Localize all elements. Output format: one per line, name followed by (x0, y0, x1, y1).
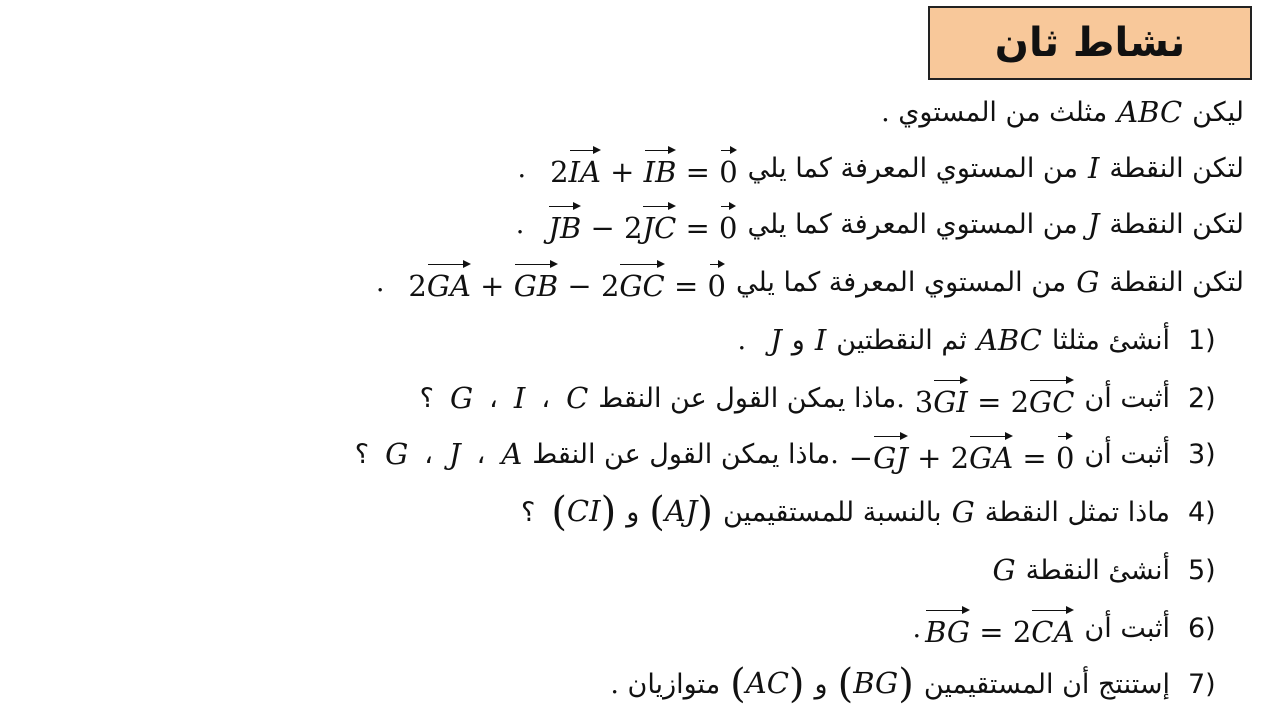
intro-3-end: . (515, 208, 525, 240)
q3-point-j: J (448, 437, 461, 471)
q4-point-g: G (951, 495, 975, 529)
q1-point-j: J (770, 323, 782, 357)
q4-text-2: بالنسبة للمستقيمين (723, 496, 942, 528)
q2-sep-1: ، (541, 382, 551, 414)
q3-sep-2: ، (424, 438, 433, 470)
q7-text-3: متوازيان . (610, 668, 721, 700)
q1-point-i: I (814, 323, 827, 357)
q2-point-g: G (450, 381, 474, 415)
q3-equation: −GJ + 2GA = 0 (849, 433, 1075, 475)
intro-3-pre: لتكن النقطة (1109, 208, 1244, 240)
q5-number: 5) (1188, 554, 1216, 586)
q2-sep-2: ، (489, 382, 498, 414)
q3-number: 3) (1188, 438, 1216, 470)
intro-2-equation: 2IA + IB = 0 (550, 147, 738, 189)
q4-text: ماذا تمثل النقطة (984, 496, 1170, 528)
intro-3-equation: JB − 2JC = 0 (548, 203, 737, 245)
q2-point-c: C (566, 381, 589, 415)
intro-2-point: I (1087, 151, 1100, 185)
q2-text: أثبت أن (1084, 382, 1170, 414)
q3-sep-1: ، (476, 438, 486, 470)
q6-equation: BG = 2CA (925, 607, 1074, 649)
question-7 (610, 660, 1244, 708)
q1-triangle: ABC (976, 323, 1042, 357)
intro-3-point: J (1087, 207, 1100, 241)
q6-number: 6) (1188, 612, 1216, 644)
q7-line-ac: (AC) (730, 661, 805, 707)
q6-text: أثبت أن (1084, 612, 1170, 644)
intro-2-end: . (517, 152, 527, 184)
q4-line-aj: (AJ) (649, 489, 714, 535)
intro-1-pre: ليكن (1192, 96, 1244, 128)
q1-end: . (737, 324, 747, 356)
question-1 (738, 316, 1244, 364)
intro-4-end: . (375, 266, 385, 298)
q4-number: 4) (1188, 496, 1216, 528)
q1-text: أنشئ مثلثا (1051, 324, 1170, 356)
q3-text: أثبت أن (1084, 438, 1170, 470)
q4-and: و (626, 496, 640, 528)
intro-3-post: من المستوي المعرفة كما يلي (747, 208, 1078, 240)
q2-equation: 3GI = 2GC (915, 377, 1075, 419)
activity-title: نشاط ثان (994, 20, 1186, 66)
q3-point-g: G (385, 437, 409, 471)
question-5 (982, 546, 1244, 594)
intro-line-4 (376, 258, 1244, 306)
intro-2-pre: لتكن النقطة (1109, 152, 1244, 184)
intro-line-3 (516, 200, 1244, 248)
q3-end: ؟ (354, 438, 370, 470)
q2-text-2: .ماذا يمكن القول عن النقط (598, 382, 905, 414)
q3-text-2: .ماذا يمكن القول عن النقط (532, 438, 839, 470)
q5-point-g: G (992, 553, 1016, 587)
q1-number: 1) (1188, 324, 1216, 356)
intro-line-1 (881, 88, 1244, 136)
intro-2-post: من المستوي المعرفة كما يلي (747, 152, 1078, 184)
q7-and: و (814, 668, 828, 700)
question-6 (912, 604, 1244, 652)
q6-end: . (912, 612, 922, 644)
question-3 (355, 430, 1244, 478)
q5-text: أنشئ النقطة (1025, 554, 1170, 586)
question-4 (521, 488, 1244, 536)
q7-text: إستنتج أن المستقيمين (923, 668, 1170, 700)
intro-1-triangle: ABC (1117, 95, 1183, 129)
q4-line-ci: (CI) (551, 489, 617, 535)
intro-4-point: G (1076, 265, 1100, 299)
q3-point-a: A (501, 437, 523, 471)
q2-number: 2) (1188, 382, 1216, 414)
intro-4-pre: لتكن النقطة (1109, 266, 1244, 298)
intro-4-post: من المستوي المعرفة كما يلي (735, 266, 1067, 298)
q1-and: و (791, 324, 805, 356)
question-2 (420, 374, 1244, 422)
intro-4-equation: 2GA + GB − 2GC = 0 (408, 261, 726, 303)
q7-line-bg: (BG) (837, 661, 914, 707)
q7-number: 7) (1188, 668, 1216, 700)
q2-point-i: I (513, 381, 526, 415)
q2-end: ؟ (419, 382, 434, 414)
activity-title-box (928, 6, 1252, 80)
intro-line-2 (517, 144, 1244, 192)
q1-text-2: ثم النقطتين (836, 324, 967, 356)
intro-1-post: مثلث من المستوي . (881, 96, 1108, 128)
q4-end: ؟ (520, 496, 536, 528)
